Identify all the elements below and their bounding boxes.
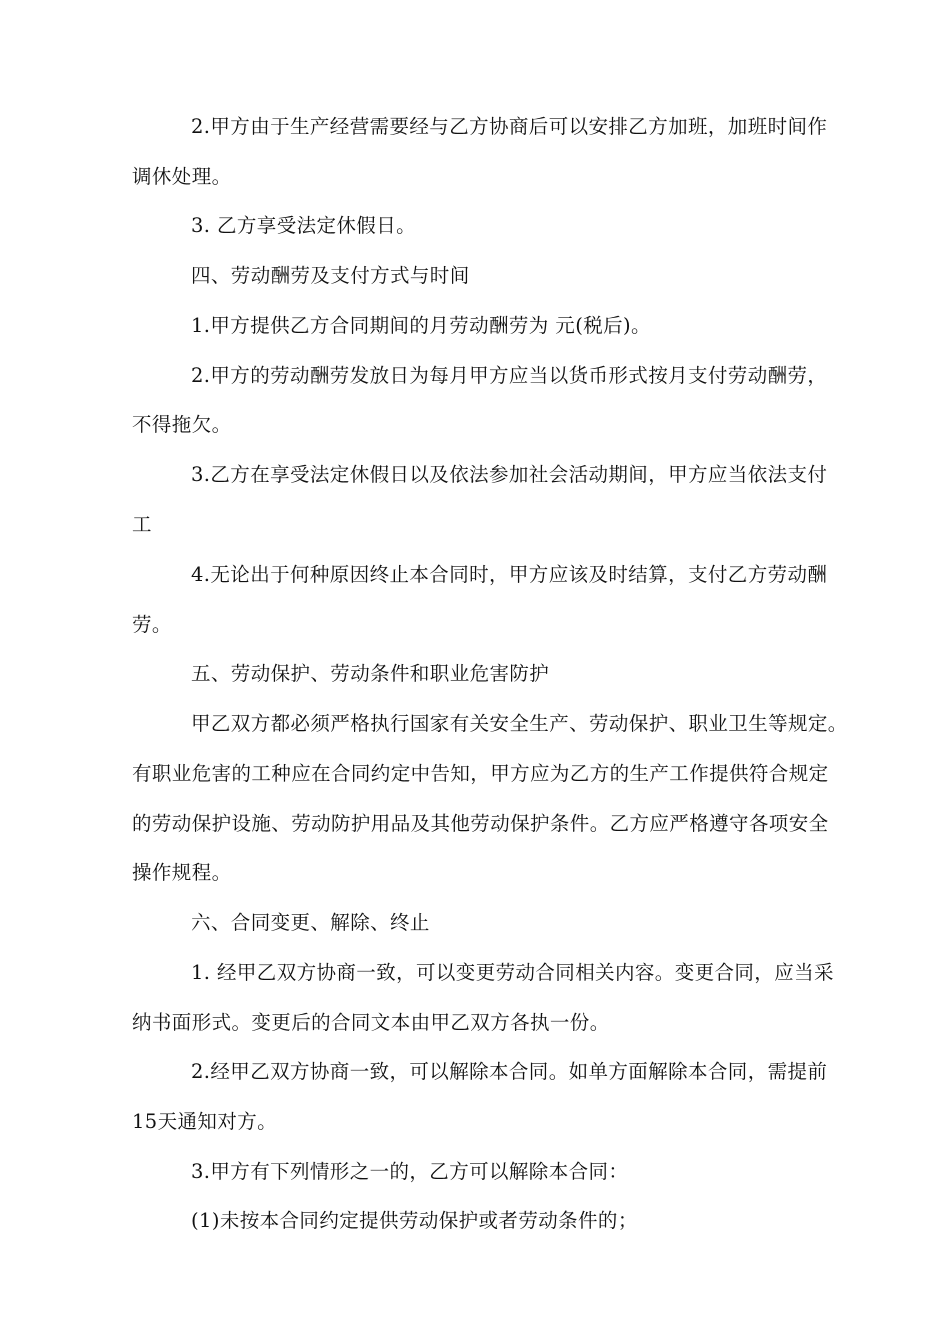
text-line: 15天通知对方。 xyxy=(132,1110,278,1133)
text-line: 1. 经甲乙双方协商一致，可以变更劳动合同相关内容。变更合同，应当采 xyxy=(191,961,834,984)
text-line: 操作规程。 xyxy=(132,861,232,884)
text-line: 工 xyxy=(132,513,152,536)
text-line: 1.甲方提供乙方合同期间的月劳动酬劳为 元(税后)。 xyxy=(191,314,651,337)
text-line: 劳。 xyxy=(132,613,172,636)
text-line: 有职业危害的工种应在合同约定中告知，甲方应为乙方的生产工作提供符合规定 xyxy=(132,762,829,785)
text-line: 不得拖欠。 xyxy=(132,413,232,436)
text-line: 3. 乙方享受法定休假日。 xyxy=(191,214,417,237)
text-line: 3.乙方在享受法定休假日以及依法参加社会活动期间，甲方应当依法支付 xyxy=(191,463,828,486)
text-line: 调休处理。 xyxy=(132,165,232,188)
text-line: 4.无论出于何种原因终止本合同时，甲方应该及时结算，支付乙方劳动酬 xyxy=(191,563,828,586)
section-heading: 四、劳动酬劳及支付方式与时间 xyxy=(191,264,470,287)
section-heading: 五、劳动保护、劳动条件和职业危害防护 xyxy=(191,662,550,685)
text-line: 甲乙双方都必须严格执行国家有关安全生产、劳动保护、职业卫生等规定。 xyxy=(191,712,848,735)
text-line: 2.经甲乙双方协商一致，可以解除本合同。如单方面解除本合同，需提前 xyxy=(191,1060,828,1083)
text-line: 2.甲方由于生产经营需要经与乙方协商后可以安排乙方加班，加班时间作 xyxy=(191,115,828,138)
text-line: 纳书面形式。变更后的合同文本由甲乙双方各执一份。 xyxy=(132,1011,610,1034)
text-line: 3.甲方有下列情形之一的，乙方可以解除本合同： xyxy=(191,1160,629,1183)
text-line: 2.甲方的劳动酬劳发放日为每月甲方应当以货币形式按月支付劳动酬劳， xyxy=(191,364,828,387)
section-heading: 六、合同变更、解除、终止 xyxy=(191,911,430,934)
text-line: 的劳动保护设施、劳动防护用品及其他劳动保护条件。乙方应严格遵守各项安全 xyxy=(132,812,829,835)
text-line: (1)未按本合同约定提供劳动保护或者劳动条件的； xyxy=(191,1209,638,1232)
